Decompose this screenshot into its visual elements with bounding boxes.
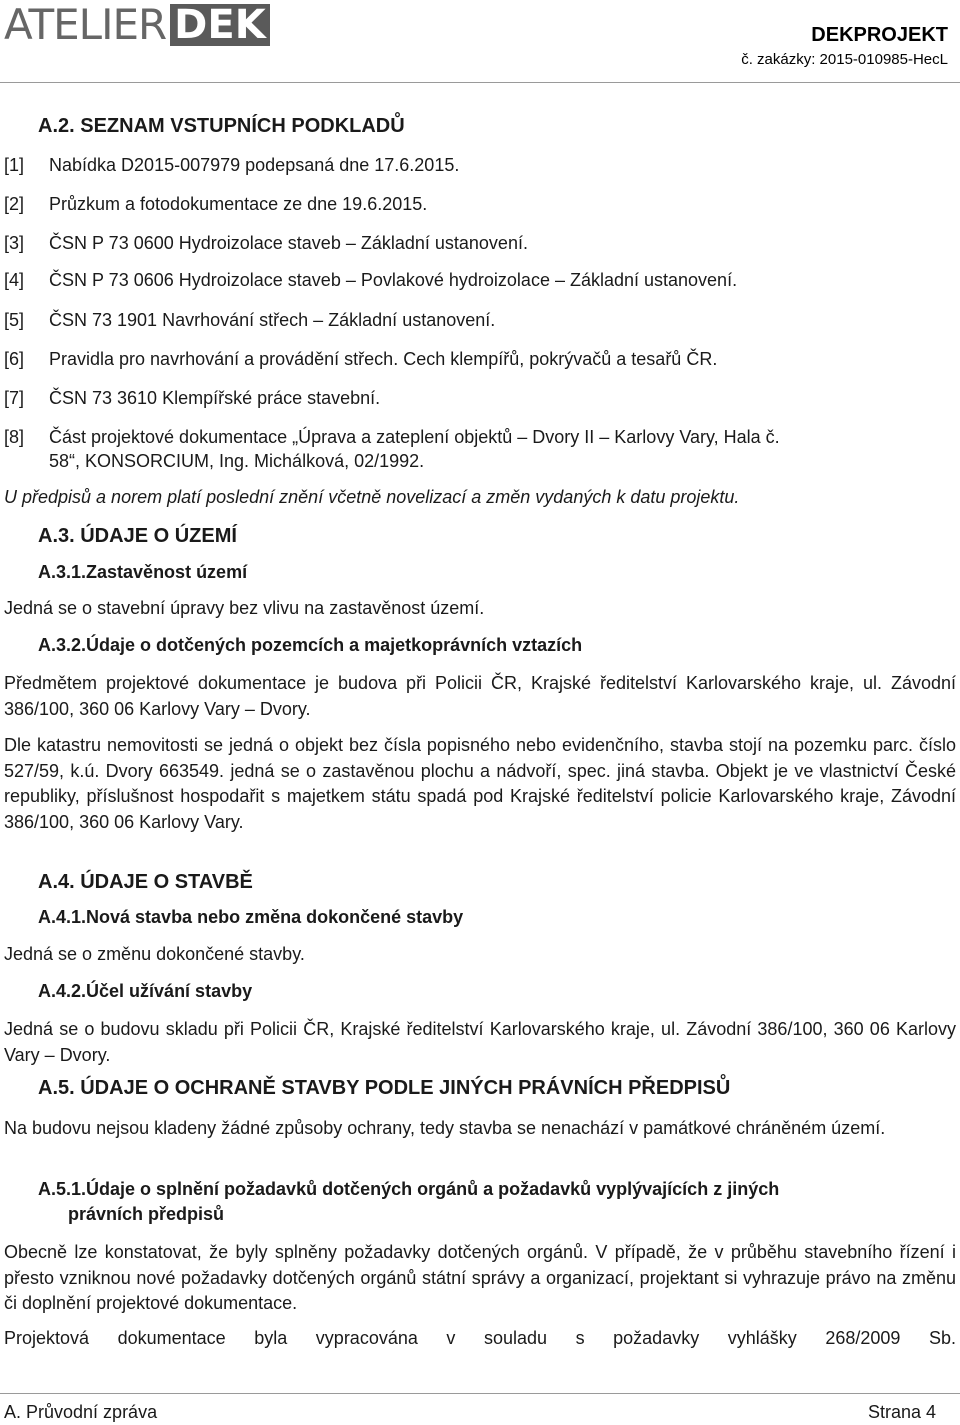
header-divider (0, 82, 960, 83)
standards-note: U předpisů a norem platí poslední znění včetně novelizací a změn vydaných k datu projektu. (4, 487, 740, 507)
section-a2-title: A.2. SEZNAM VSTUPNÍCH PODKLADŮ (38, 115, 405, 137)
footer-divider (0, 1393, 960, 1394)
section-a51-paragraph: Projektová dokumentace byla vypracována v souladu s požadavky vyhlášky 268/2009 Sb. (4, 1328, 956, 1348)
reference-text: Pravidla pro navrhování a provádění střech. Cech klempířů, pokrývačů a tesařů ČR. (49, 349, 718, 369)
reference-number: [2] (4, 194, 25, 214)
section-a31-text: Jedná se o stavební úpravy bez vlivu na zastavěnost území. (4, 598, 485, 618)
header-company: DEKPROJEKT (811, 24, 948, 46)
logo-text-atelier: ATELIER (4, 0, 167, 49)
reference-text: ČSN P 73 0606 Hydroizolace staveb – Povlakové hydroizolace – Základní ustanovení. (49, 270, 738, 290)
reference-text: Část projektové dokumentace „Úprava a zateplení objektů – Dvory II – Karlovy Vary, Hala č. (49, 427, 780, 447)
section-a4-title: A.4. ÚDAJE O STAVBĚ (38, 871, 253, 893)
reference-number: [1] (4, 155, 25, 175)
reference-number: [5] (4, 310, 25, 330)
reference-number: [3] (4, 233, 25, 253)
header-order-number: č. zakázky: 2015-010985-HecL (741, 51, 948, 68)
section-a31-title: A.3.1.Zastavěnost území (38, 562, 248, 582)
reference-text: ČSN 73 1901 Navrhování střech – Základní ustanovení. (49, 310, 496, 330)
section-a32-title: A.3.2.Údaje o dotčených pozemcích a majetkoprávních vztazích (38, 635, 583, 655)
footer-page-number: Strana 4 (867, 1402, 936, 1422)
section-a51-title-continuation: právních předpisů (68, 1204, 225, 1224)
reference-text: Průzkum a fotodokumentace ze dne 19.6.2015. (49, 194, 428, 214)
reference-number: [7] (4, 388, 25, 408)
reference-number: [8] (4, 427, 25, 447)
section-a5-text: Na budovu nejsou kladeny žádné způsoby ochrany, tedy stavba se nenachází v památkové chráněném území. (4, 1118, 886, 1138)
section-a41-text: Jedná se o změnu dokončené stavby. (4, 944, 305, 964)
company-logo (4, 0, 270, 49)
reference-text: ČSN 73 3610 Klempířské práce stavební. (49, 388, 381, 408)
reference-number: [6] (4, 349, 25, 369)
logo-text-dek: DEK (170, 4, 270, 46)
section-a42-title: A.4.2.Účel užívání stavby (38, 981, 253, 1001)
reference-number: [4] (4, 270, 25, 290)
section-a41-title: A.4.1.Nová stavba nebo změna dokončené stavby (38, 907, 464, 927)
reference-text: ČSN P 73 0600 Hydroizolace staveb – Základní ustanovení. (49, 233, 528, 253)
section-a42-text: Jedná se o budovu skladu při Policii ČR, Krajské ředitelství Karlovarského kraje, ul. Závodní 386/100, 360 06 Karlovy Vary – Dvory. (4, 1019, 956, 1065)
section-a51-paragraph: Obecně lze konstatovat, že byly splněny požadavky dotčených orgánů. V případě, že v průběhu stavebního řízení i přesto vzniknou nové požadavky dotčených orgánů státní správy a organizací, projektant si vyhrazuje právo na změnu či doplnění projektové dokumentace. (4, 1242, 956, 1313)
section-a5-title: A.5. ÚDAJE O OCHRANĚ STAVBY PODLE JINÝCH PRÁVNÍCH PŘEDPISŮ (38, 1077, 731, 1099)
reference-text: Nabídka D2015-007979 podepsaná dne 17.6.2015. (49, 155, 460, 175)
footer-document-name: A. Průvodní zpráva (4, 1402, 158, 1422)
section-a32-paragraph: Dle katastru nemovitosti se jedná o objekt bez čísla popisného nebo evidenčního, stavba stojí na pozemku parc. číslo 527/59, k.ú. Dvory 663549. jedná se o zastavěnou plochu a nádvoří, spec. jiná stavba. Objekt je ve vlastnictví České republiky, příslušnost hospodařit s majetkem státu spadá pod Krajské ředitelství policie Karlovarského kraje, Závodní 386/100, 360 06 Karlovy Vary. (4, 735, 956, 832)
section-a32-paragraph: Předmětem projektové dokumentace je budova při Policii ČR, Krajské ředitelství Karlovarského kraje, ul. Závodní 386/100, 360 06 Karlovy Vary – Dvory. (4, 673, 956, 719)
section-a51-title: A.5.1.Údaje o splnění požadavků dotčených orgánů a požadavků vyplývajících z jiných (38, 1179, 780, 1199)
section-a3-title: A.3. ÚDAJE O ÚZEMÍ (38, 525, 237, 547)
reference-text-continuation: 58“, KONSORCIUM, Ing. Michálková, 02/1992. (49, 451, 425, 471)
